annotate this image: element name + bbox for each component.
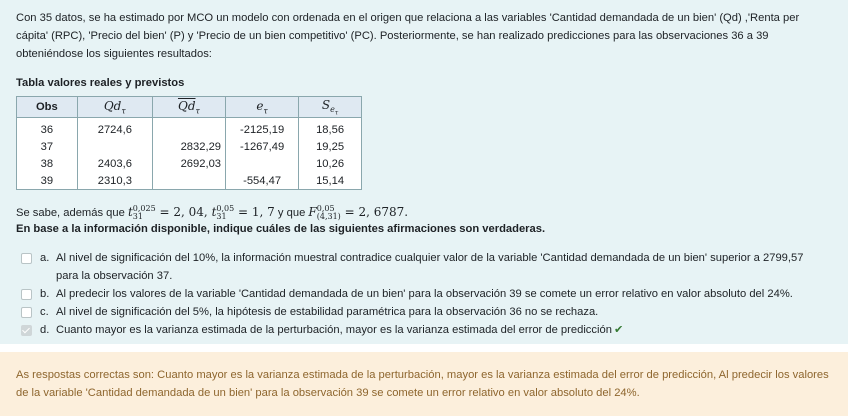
- table-cell: -554,47: [226, 172, 299, 190]
- option-d[interactable]: d. Cuanto mayor es la varianza estimada de la perturbación, mayor es la varianza estimada del error de predicción ✔: [16, 321, 832, 339]
- feedback-text: As respostas correctas son: Cuanto mayor es la varianza estimada de la perturbación, mayor es la varianza estimada del error de predicción, Al predecir los valores de la variable 'Cantidad demandada de un bien' para la observación 39 se comete un error relativo en valor absoluto del 24%.: [16, 369, 829, 399]
- table-cell: 2403,6: [77, 155, 152, 172]
- table-cell: 10,26: [299, 155, 362, 172]
- question-intro: Con 35 datos, se ha estimado por MCO un modelo con ordenada en el origen que relaciona a las variables 'Cantidad demandada de un bien' (Qd) ,'Renta per cápita' (RPC), 'Precio del bien' (P) y 'Precio de un bien competitivo' (PC). Posteriormente, se han realizado predicciones para las observaciones 36 a 39 obteniéndose los siguientes resultados:: [16, 12, 800, 60]
- table-cell: -1267,49: [226, 138, 299, 155]
- option-a-text: Al nivel de significación del 10%, la información muestral contradice cualquier valor de la variable 'Cantidad demandada de un bien' superior a 2799,57 para la observación 37.: [56, 252, 804, 282]
- answer-options: [16, 249, 832, 339]
- header-obs: Obs: [17, 97, 78, 118]
- header-qd-hat: $\overline{Qd}_\tau$: [152, 97, 225, 118]
- t-statistic-1: t 0,025 31 = 2, 04, t 0,05 31 = 1, 7: [127, 203, 275, 221]
- table-header-row: [17, 97, 362, 118]
- correct-answer-feedback: [0, 352, 848, 416]
- table-row: [17, 118, 362, 139]
- correct-check-icon: ✔: [613, 324, 624, 336]
- checkbox-option-a[interactable]: [21, 253, 32, 264]
- checkbox-option-b[interactable]: [21, 289, 32, 300]
- header-se: $S_{e_\tau}$: [299, 97, 362, 118]
- table-cell: 2724,6: [77, 118, 152, 139]
- table-cell: 38: [17, 155, 78, 172]
- option-a[interactable]: a. Al nivel de significación del 10%, la información muestral contradice cualquier valor de la variable 'Cantidad demandada de un bien' superior a 2799,57 para la observación 37.: [16, 249, 832, 285]
- checkbox-option-c[interactable]: [21, 307, 32, 318]
- option-d-text: Cuanto mayor es la varianza estimada de la perturbación, mayor es la varianza estimada del error de predicción ✔: [56, 324, 624, 336]
- checkbox-option-d[interactable]: [21, 325, 32, 336]
- table-cell: [152, 118, 225, 139]
- f-statistic: F 0,05 (4,31) = 2, 6787.: [308, 203, 409, 221]
- table-cell: 37: [17, 138, 78, 155]
- table-cell: [226, 155, 299, 172]
- table-cell: 36: [17, 118, 78, 139]
- table-cell: 2692,03: [152, 155, 225, 172]
- table-cell: 39: [17, 172, 78, 190]
- header-qd: $Qd_\tau$: [77, 97, 152, 118]
- table-cell: 18,56: [299, 118, 362, 139]
- table-cell: 2310,3: [77, 172, 152, 190]
- table-cell: [77, 138, 152, 155]
- table-cell: 15,14: [299, 172, 362, 190]
- table-cell: [152, 172, 225, 190]
- table-title: Tabla valores reales y previstos: [16, 77, 185, 89]
- header-e: $e_\tau$: [226, 97, 299, 118]
- table-cell: -2125,19: [226, 118, 299, 139]
- values-table: [16, 96, 362, 190]
- known-values: Se sabe, además que t 0,025 31 = 2, 04, t 0,05 31 = 1, 7 y que F 0,05 (4,31) = 2, 6787.: [16, 203, 409, 221]
- table-row: [17, 172, 362, 190]
- option-b-text: Al predecir los valores de la variable 'Cantidad demandada de un bien' para la observación 39 se comete un error relativo en valor absoluto del 24%.: [56, 288, 793, 300]
- option-b[interactable]: b. Al predecir los valores de la variable 'Cantidad demandada de un bien' para la observación 39 se comete un error relativo en valor absoluto del 24%.: [16, 285, 832, 303]
- table-cell: 19,25: [299, 138, 362, 155]
- option-c-text: Al nivel de significación del 5%, la hipótesis de estabilidad paramétrica para la observación 36 no se rechaza.: [56, 306, 599, 318]
- table-row: [17, 138, 362, 155]
- option-c[interactable]: c. Al nivel de significación del 5%, la hipótesis de estabilidad paramétrica para la observación 36 no se rechaza.: [16, 303, 832, 321]
- question-instruction: En base a la información disponible, indique cuáles de las siguientes afirmaciones son verdaderas.: [16, 223, 546, 235]
- table-row: [17, 155, 362, 172]
- table-cell: 2832,29: [152, 138, 225, 155]
